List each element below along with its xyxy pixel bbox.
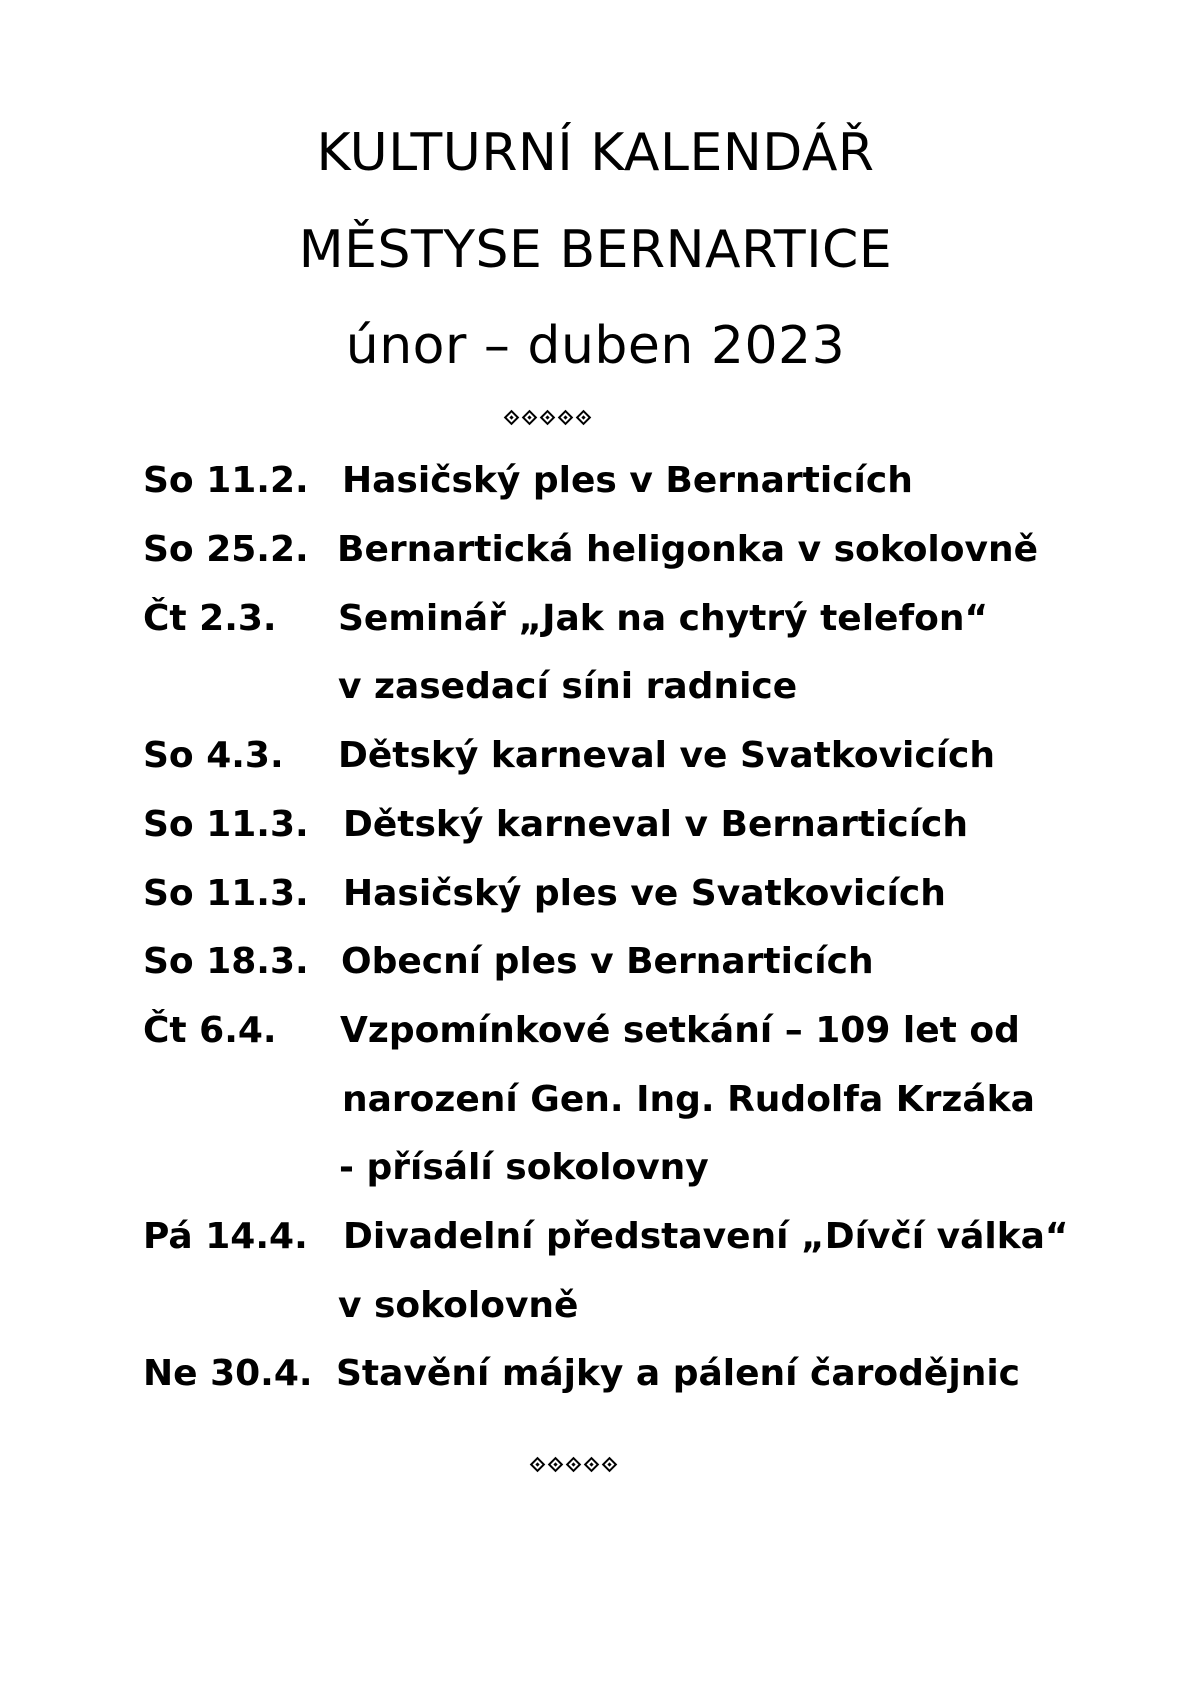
event-date: Čt 6.4. xyxy=(143,1010,277,1051)
event-date: So 11.3. xyxy=(143,804,309,845)
diamond-icon xyxy=(504,410,520,426)
event-title: Hasičský ples ve Svatkovicích xyxy=(343,873,946,914)
event-title-continuation: v sokolovně xyxy=(338,1285,579,1326)
event-row xyxy=(0,589,1191,649)
ornament-icon-bottom xyxy=(530,1457,617,1473)
diamond-icon xyxy=(566,1457,582,1473)
event-date: Čt 2.3. xyxy=(143,598,277,639)
diamond-icon xyxy=(602,1457,618,1473)
event-date: So 11.3. xyxy=(143,873,309,914)
diamond-icon xyxy=(576,410,592,426)
event-row xyxy=(0,1207,1191,1267)
event-title: Dětský karneval ve Svatkovicích xyxy=(338,735,996,776)
event-title: Divadelní představení „Dívčí válka“ xyxy=(343,1216,1069,1257)
event-title: Seminář „Jak na chytrý telefon“ xyxy=(338,598,989,639)
event-title: Bernartická heligonka v sokolovně xyxy=(337,529,1039,570)
diamond-icon xyxy=(548,1457,564,1473)
diamond-icon xyxy=(540,410,556,426)
event-title: Stavění májky a pálení čarodějnic xyxy=(336,1353,1020,1394)
event-date: Pá 14.4. xyxy=(143,1216,308,1257)
event-title-continuation: - přísálí sokolovny xyxy=(339,1147,709,1188)
diamond-icon xyxy=(584,1457,600,1473)
event-title-continuation: narození Gen. Ing. Rudolfa Krzáka xyxy=(342,1079,1035,1120)
title-line-1: KULTURNÍ KALENDÁŘ xyxy=(316,123,875,183)
event-row xyxy=(0,520,1191,580)
event-row xyxy=(0,726,1191,786)
event-row xyxy=(0,795,1191,855)
event-title: Dětský karneval v Bernarticích xyxy=(343,804,969,845)
event-title: Hasičský ples v Bernarticích xyxy=(342,460,913,501)
event-title-continuation: v zasedací síni radnice xyxy=(338,666,798,707)
event-title: Vzpomínkové setkání – 109 let od xyxy=(340,1010,1020,1051)
event-date: So 18.3. xyxy=(143,941,309,982)
diamond-icon xyxy=(530,1457,546,1473)
ornament-icon-top xyxy=(504,410,591,426)
event-row xyxy=(0,1001,1191,1061)
event-row xyxy=(0,864,1191,924)
event-row xyxy=(0,451,1191,511)
event-date: So 4.3. xyxy=(143,735,284,776)
title-line-3: únor – duben 2023 xyxy=(345,316,846,376)
title-line-2: MĚSTYSE BERNARTICE xyxy=(298,220,893,280)
event-date: So 25.2. xyxy=(143,529,309,570)
event-date: Ne 30.4. xyxy=(143,1353,313,1394)
event-title: Obecní ples v Bernarticích xyxy=(341,941,874,982)
event-row xyxy=(0,932,1191,992)
event-row xyxy=(0,1344,1191,1404)
diamond-icon xyxy=(558,410,574,426)
event-date: So 11.2. xyxy=(143,460,309,501)
diamond-icon xyxy=(522,410,538,426)
